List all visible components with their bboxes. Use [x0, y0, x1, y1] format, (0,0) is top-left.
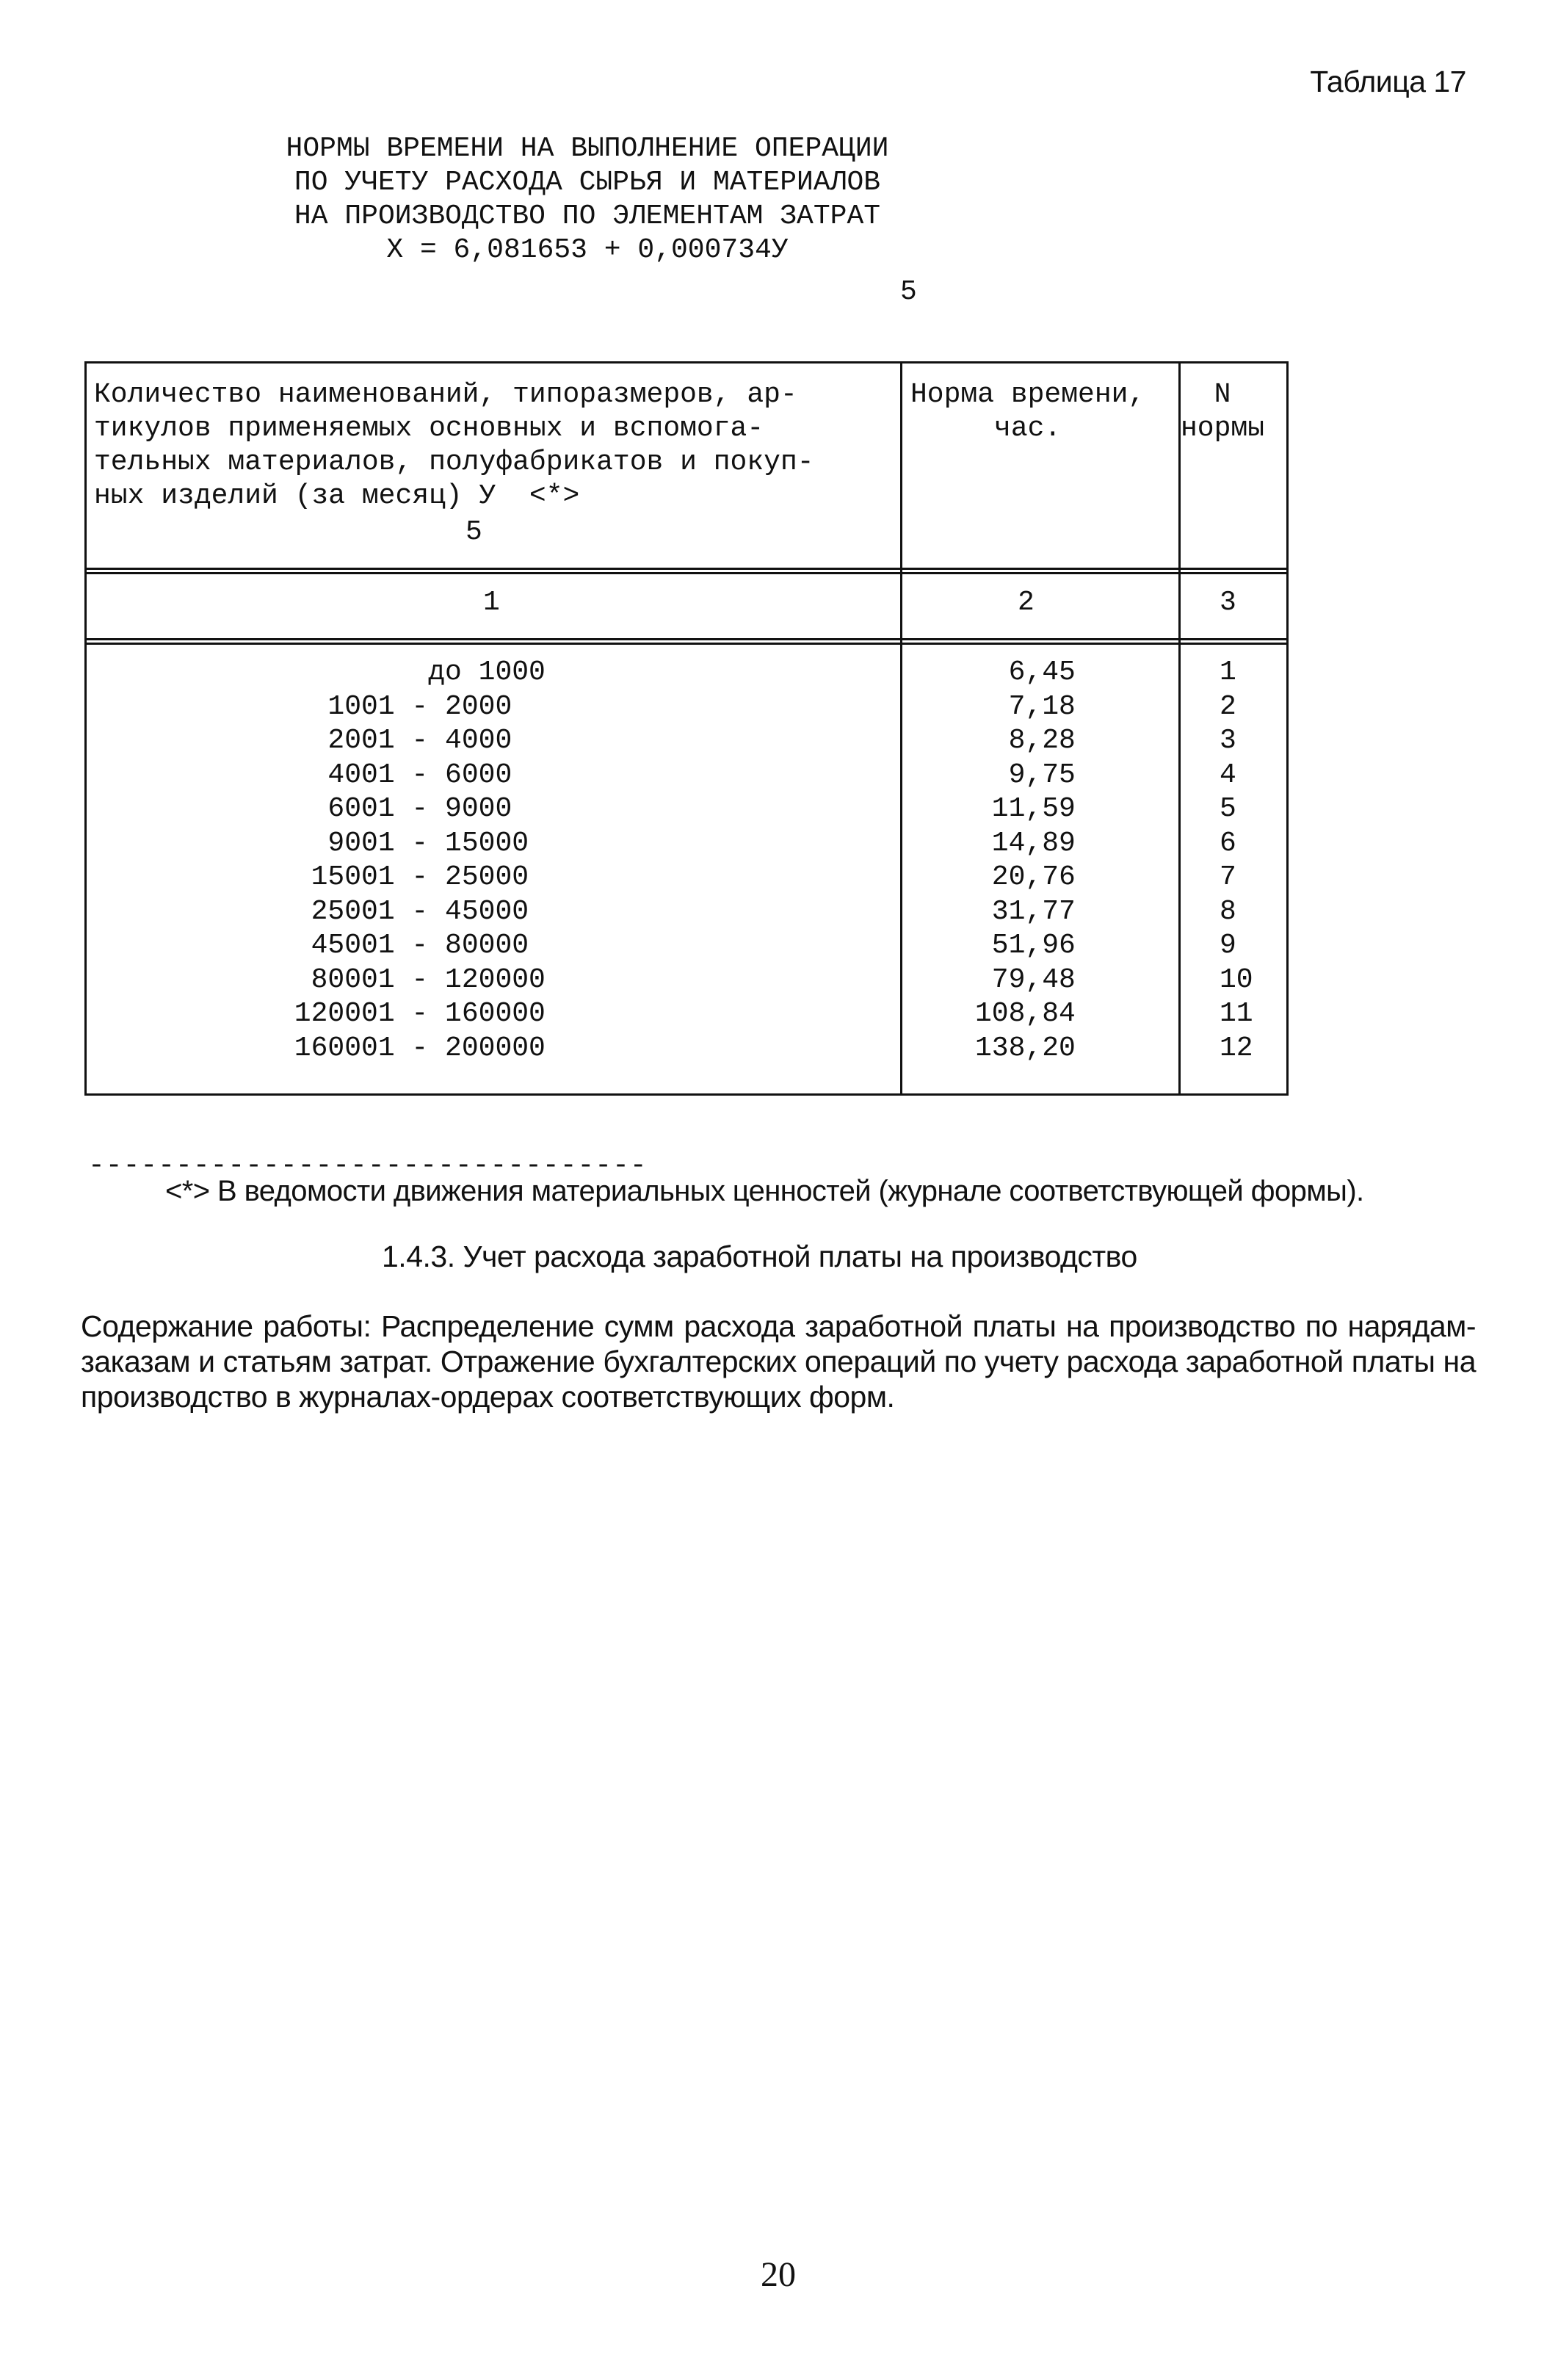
header-norm-time: Норма времени, час. — [910, 379, 1145, 444]
row-divider — [87, 568, 1286, 570]
formula-subscript: 5 — [900, 276, 917, 308]
norm-time-values: 6,45 7,18 8,28 9,75 11,59 14,89 20,76 31,77 51,96 79,48 108,84 138,20 — [975, 657, 1076, 1064]
column-number: 3 — [1220, 587, 1236, 618]
body-paragraph: Содержание работы: Распределение сумм расхода заработной платы на производство по нарядам-заказам и статьям затрат. Отражение бухгалтерских операций по учету расхода заработной платы на производство в журналах-ордерах соответствующих форм. — [81, 1309, 1476, 1414]
header-quantity-subscript: 5 — [465, 516, 482, 548]
column-divider — [1178, 363, 1181, 1093]
column-divider — [900, 363, 902, 1093]
page-number: 20 — [761, 2255, 796, 2294]
norm-table — [84, 361, 1289, 1096]
row-divider — [87, 572, 1286, 574]
footnote: <*> В ведомости движения материальных ценностей (журнале соответствующей формы). — [165, 1175, 1364, 1207]
title-line-2: ПО УЧЕТУ РАСХОДА СЫРЬЯ И МАТЕРИАЛОВ — [294, 167, 881, 198]
footnote-rule: -------------------------------- — [88, 1150, 648, 1182]
column-number: 1 — [483, 587, 500, 618]
quantity-ranges: до 1000 1001 - 2000 2001 - 4000 4001 - 6000 6001 - 9000 9001 - 15000 15001 - 25000 25001 - 45000 45001 - 80000 80001 - 120000 120001 - 160000 160001 - 200000 — [294, 657, 546, 1064]
title-line-1: НОРМЫ ВРЕМЕНИ НА ВЫПОЛНЕНИЕ ОПЕРАЦИИ — [286, 133, 889, 164]
header-quantity: Количество наименований, типоразмеров, ар- тикулов применяемых основных и вспомога- тельных материалов, полуфабрикатов и покуп- ных изделий (за месяц) У <*> — [94, 379, 814, 512]
section-heading: 1.4.3. Учет расхода заработной платы на производство — [382, 1240, 1137, 1273]
header-norm-number: N нормы — [1181, 379, 1265, 444]
table-title — [279, 132, 896, 267]
title-formula: X = 6,081653 + 0,000734У — [386, 234, 789, 266]
row-divider — [87, 638, 1286, 640]
title-line-3: НА ПРОИЗВОДСТВО ПО ЭЛЕМЕНТАМ ЗАТРАТ — [294, 200, 881, 232]
column-number: 2 — [1018, 587, 1035, 618]
row-divider — [87, 643, 1286, 645]
norm-numbers: 1 2 3 4 5 6 7 8 9 10 11 12 — [1220, 657, 1253, 1064]
table-label: Таблица 17 — [1310, 65, 1466, 98]
